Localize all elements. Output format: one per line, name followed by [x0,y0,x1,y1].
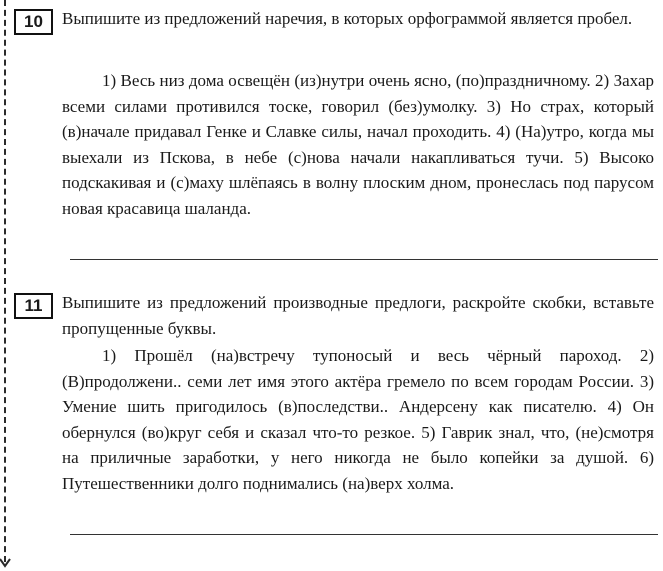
task-question: Выпишите из предложений производные предлоги, раскройте скобки, вставьте пропущенные буквы. [62,293,654,338]
cut-line [4,0,6,562]
task-sentences: 1) Весь низ дома освещён (из)нутри очень ясно, (по)праздничному. 2) Захар всеми силами противился тоске, говорил (без)умолку. 3) Но страх, который (в)начале придавал Генке и Славке силы, начал проходить. 4) (На)утро, когда мы выехали из Пскова, в небе (с)нова начали накапливаться тучи. 5) Высоко подскакивая и (с)маху шлёпаясь в волну плоским дном, пронеслась под парусом новая красавица шаланда. [62,71,654,218]
task-number: 10 [14,9,53,35]
answer-line[interactable] [70,259,658,260]
task-number: 11 [14,293,53,319]
task-question: Выпишите из предложений наречия, в которых орфограммой является пробел. [62,9,633,28]
arrow-down-icon [0,556,11,568]
task-sentences: 1) Прошёл (на)встречу тупоносый и весь чёрный пароход. 2) (В)продолжени.. семи лет имя этого актёра гремело по всем городам России. 3) Умение шить пригодилось (в)последстви.. Андерсену как писателю. 4) Он обернулся (во)круг себя и сказал что-то резкое. 5) Гаврик знал, что, (не)смотря на приличные заработки, у него никогда не было копейки за душой. 6) Путешественники долго поднимались (на)верх холма. [62,346,654,493]
answer-line[interactable] [70,534,658,535]
